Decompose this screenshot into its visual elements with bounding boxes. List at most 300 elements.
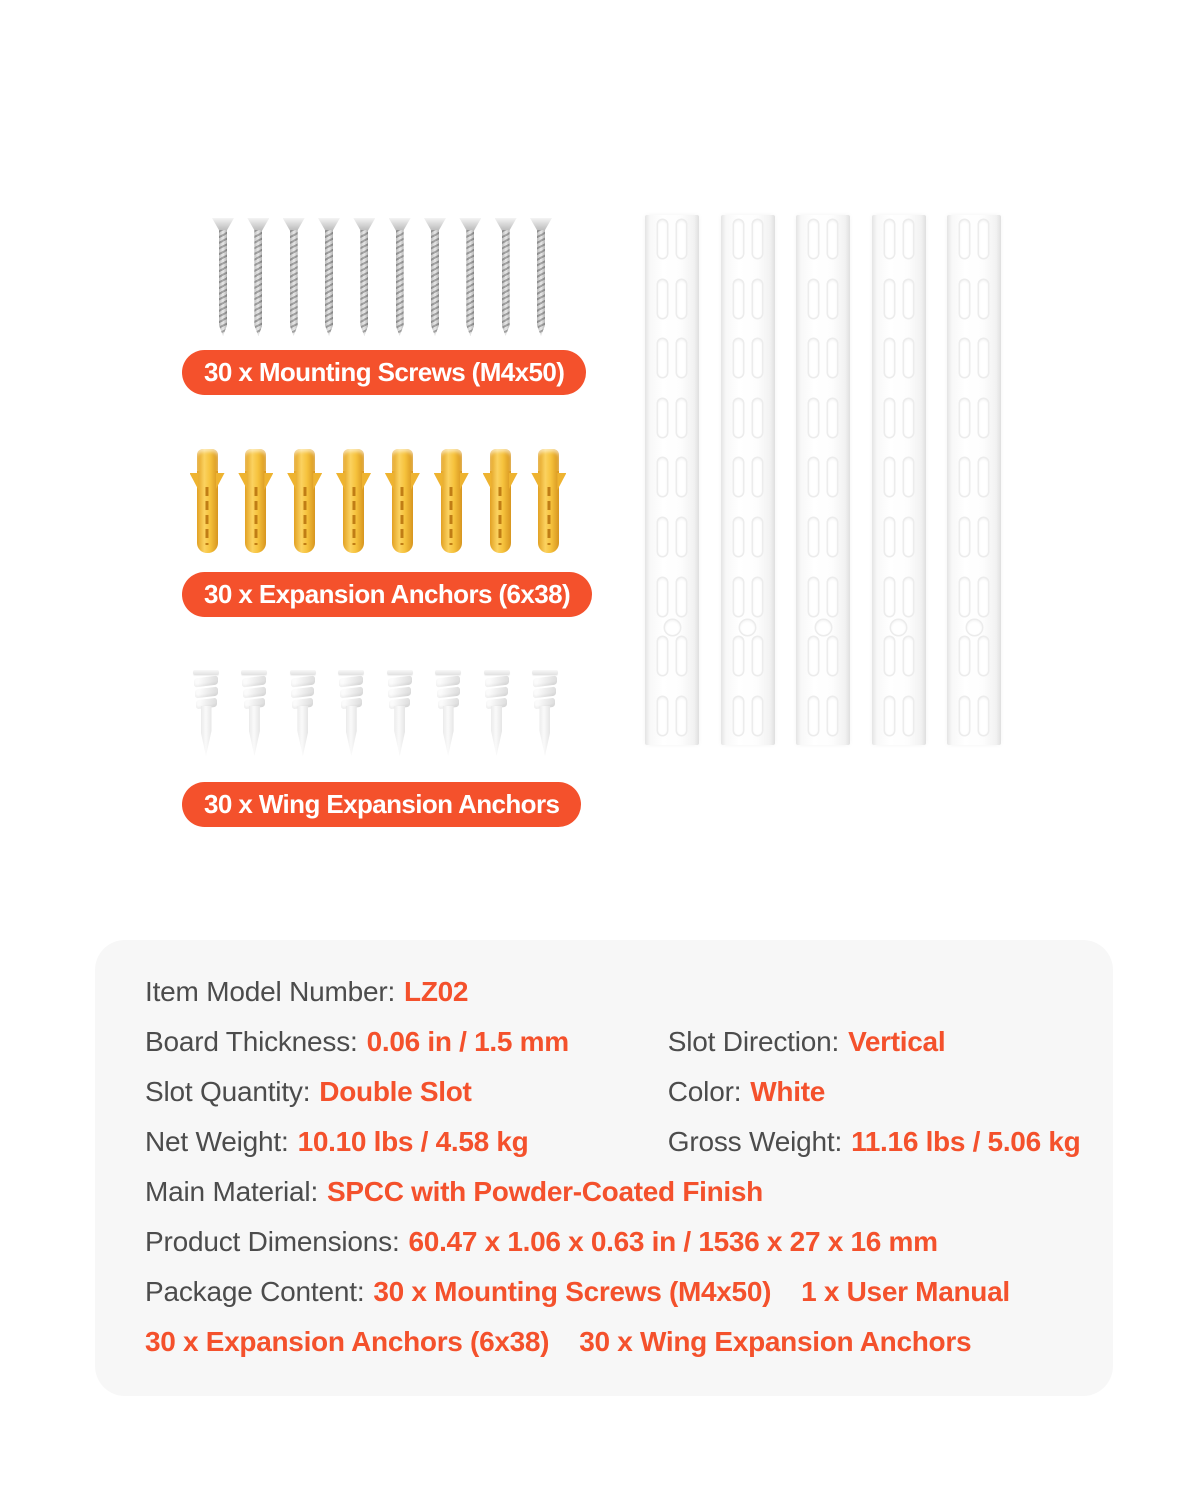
rail-slot-pair (796, 458, 850, 496)
rail-slot (753, 280, 762, 318)
spec-value-color: White (750, 1076, 825, 1107)
anchor-wing-left (336, 473, 345, 490)
rail-slot-pair (872, 518, 926, 556)
rail-slot-pair (721, 518, 775, 556)
rail-slot-pair (872, 697, 926, 735)
rail-slot (809, 220, 818, 258)
wing-anchors-label-badge (182, 782, 581, 827)
screw-shaft (431, 230, 439, 336)
wing-anchor-shaft (201, 706, 212, 756)
rail-slot-pair (645, 697, 699, 735)
wing-anchor-icon (337, 670, 365, 760)
rail-slot (885, 399, 894, 437)
mounting-screws-image (212, 218, 552, 338)
anchor-wing-right (216, 473, 225, 490)
rail-slot-pair (872, 339, 926, 377)
rail-slot-pair (796, 637, 850, 675)
anchor-slit (401, 487, 404, 545)
rail-slot (809, 637, 818, 675)
mounting-screw-icon (283, 218, 305, 338)
rail-slot (809, 458, 818, 496)
anchor-wing-left (531, 473, 540, 490)
rail-slot (677, 697, 686, 735)
screw-head (495, 218, 517, 231)
screw-head (283, 218, 305, 231)
slotted-wall-rail (721, 215, 775, 745)
wing-anchor-flange (484, 670, 510, 675)
rail-slot (904, 339, 913, 377)
wing-anchor-thread (388, 687, 411, 699)
anchor-wing-right (313, 473, 322, 490)
expansion-anchor-icon (192, 449, 222, 554)
rail-slot-pair (872, 637, 926, 675)
anchor-body (392, 471, 413, 553)
rail-slot-pair (947, 697, 1001, 735)
rail-slot (904, 280, 913, 318)
rail-slot-pair (721, 399, 775, 437)
rail-slot (677, 518, 686, 556)
expansion-anchor-icon (290, 449, 320, 554)
wing-anchor-flange (338, 670, 364, 675)
mounting-screw-icon (530, 218, 552, 338)
spec-cell-slot-direction (660, 1026, 945, 1057)
wing-anchor-thread (437, 687, 460, 699)
anchor-slit (499, 487, 502, 545)
wing-anchor-icon (192, 670, 220, 760)
rail-slot-pair (947, 578, 1001, 616)
anchor-wing-left (434, 473, 443, 490)
wing-anchor-thread (194, 676, 218, 688)
rail-screw-hole (665, 620, 680, 635)
anchor-collar (490, 449, 511, 472)
rail-slot (960, 220, 969, 258)
spec-value-package-screws: 30 x Mounting Screws (M4x50) (373, 1276, 772, 1307)
mounting-screw-icon (318, 218, 340, 338)
expansion-anchor-icon (339, 449, 369, 554)
spec-row-package-content (145, 1267, 1073, 1317)
rail-slot-pair (721, 280, 775, 318)
wing-anchor-thread (195, 687, 218, 699)
anchor-wing-left (190, 473, 199, 490)
rail-slot (658, 280, 667, 318)
rail-slot (809, 578, 818, 616)
spec-value-model: LZ02 (404, 976, 469, 1007)
spec-label-material: Main Material: (145, 1176, 319, 1207)
wing-anchor-thread (291, 687, 314, 699)
rail-slot-pair (872, 458, 926, 496)
rail-slot-pair (645, 578, 699, 616)
spec-label-board-thickness: Board Thickness: (145, 1026, 358, 1057)
rail-slot (734, 220, 743, 258)
rail-slot (885, 458, 894, 496)
wing-anchors-image (192, 670, 559, 760)
rail-slot (828, 220, 837, 258)
wing-anchor-shaft (491, 706, 502, 756)
rail-slot (677, 339, 686, 377)
anchor-collar (343, 449, 364, 472)
rail-slot-pair (796, 697, 850, 735)
spec-label-color: Color: (667, 1076, 742, 1107)
wing-anchor-flange (532, 670, 558, 675)
rail-slot-pair (796, 518, 850, 556)
rail-slot (658, 399, 667, 437)
rail-slot-pair (796, 220, 850, 258)
screw-shaft (537, 230, 545, 336)
rail-slot-pair (721, 697, 775, 735)
spec-value-package-manual: 1 x User Manual (801, 1276, 1010, 1307)
spec-label-dimensions: Product Dimensions: (145, 1226, 400, 1257)
wing-anchors-label: 30 x Wing Expansion Anchors (204, 789, 560, 819)
rail-slot (960, 458, 969, 496)
wing-anchor-thread (291, 676, 315, 688)
wing-anchor-shaft (443, 706, 454, 756)
spec-label-package-content: Package Content: (145, 1276, 365, 1307)
spec-value-board-thickness: 0.06 in / 1.5 mm (366, 1026, 569, 1057)
anchor-collar (197, 449, 218, 472)
anchor-slit (450, 487, 453, 545)
slotted-wall-rail (872, 215, 926, 745)
screw-head (212, 218, 234, 231)
rail-slot-pair (645, 458, 699, 496)
rail-slot (828, 280, 837, 318)
rail-slot-pair (947, 220, 1001, 258)
screw-head (318, 218, 340, 231)
wing-anchor-thread (388, 676, 412, 688)
spec-row-material (145, 1167, 1073, 1217)
rail-slot (885, 637, 894, 675)
wing-anchor-flange (193, 670, 219, 675)
rail-screw-hole (740, 620, 755, 635)
expansion-anchors-image (192, 449, 564, 555)
rail-slot-pair (645, 637, 699, 675)
anchor-wing-right (557, 473, 566, 490)
screw-shaft (219, 230, 227, 336)
spec-value-slot-quantity: Double Slot (319, 1076, 472, 1107)
rail-slot-pair (721, 220, 775, 258)
anchor-body (538, 471, 559, 553)
wing-anchor-thread (242, 676, 266, 688)
anchor-body (441, 471, 462, 553)
anchor-body (245, 471, 266, 553)
rail-slot-pair (645, 339, 699, 377)
product-spec-panel (95, 940, 1113, 1396)
screw-shaft (502, 230, 510, 336)
mounting-screw-icon (247, 218, 269, 338)
rail-slot (828, 399, 837, 437)
rail-slot (904, 578, 913, 616)
rail-slot (960, 578, 969, 616)
anchor-wing-right (411, 473, 420, 490)
spec-cell-color (660, 1076, 825, 1107)
rail-slot (885, 518, 894, 556)
rail-slot-pair (872, 280, 926, 318)
spec-cell-net-weight (145, 1117, 660, 1167)
anchor-slit (254, 487, 257, 545)
screw-head (353, 218, 375, 231)
rail-screw-hole (816, 620, 831, 635)
rail-slot-pair (645, 399, 699, 437)
rail-slot (979, 458, 988, 496)
rail-slot (753, 220, 762, 258)
anchor-wing-right (509, 473, 518, 490)
wing-anchor-shaft (394, 706, 405, 756)
rail-slot (753, 518, 762, 556)
rail-slot (828, 578, 837, 616)
rail-slot-pair (872, 399, 926, 437)
rail-slot-pair (947, 399, 1001, 437)
anchor-body (197, 471, 218, 553)
rail-slot (809, 697, 818, 735)
expansion-anchor-icon (436, 449, 466, 554)
rail-slot (960, 399, 969, 437)
wing-anchor-thread (485, 687, 508, 699)
anchor-collar (441, 449, 462, 472)
rail-slot-pair (721, 578, 775, 616)
anchor-body (294, 471, 315, 553)
wing-anchor-thread (243, 687, 266, 699)
rail-slot (677, 220, 686, 258)
screw-shaft (396, 230, 404, 336)
expansion-anchors-label: 30 x Expansion Anchors (6x38) (204, 579, 570, 609)
anchor-slit (547, 487, 550, 545)
slotted-wall-rail (645, 215, 699, 745)
rail-slot (809, 339, 818, 377)
rail-slot (734, 339, 743, 377)
mounting-screw-icon (353, 218, 375, 338)
wing-anchor-thread (340, 687, 363, 699)
spec-cell-gross-weight (660, 1126, 1080, 1157)
rail-slot (979, 280, 988, 318)
spec-row-package-content-line2 (145, 1317, 1073, 1367)
wing-anchor-icon (531, 670, 559, 760)
rail-slot (979, 339, 988, 377)
spec-label-net-weight: Net Weight: (145, 1126, 289, 1157)
spec-row-dimensions (145, 1217, 1073, 1267)
rail-slot (658, 578, 667, 616)
rail-slot (753, 578, 762, 616)
rail-slot (828, 518, 837, 556)
expansion-anchor-icon (241, 449, 271, 554)
wing-anchor-icon (386, 670, 414, 760)
rail-slot (979, 220, 988, 258)
wing-anchor-shaft (297, 706, 308, 756)
rail-slot (979, 399, 988, 437)
rail-slot-pair (947, 339, 1001, 377)
rail-slot (734, 578, 743, 616)
rail-slot (979, 697, 988, 735)
anchor-collar (392, 449, 413, 472)
rail-slot (753, 697, 762, 735)
rail-slot (734, 399, 743, 437)
wing-anchor-shaft (249, 706, 260, 756)
rail-slot (904, 220, 913, 258)
rail-screw-hole (967, 620, 982, 635)
anchor-body (343, 471, 364, 553)
mounting-screw-icon (459, 218, 481, 338)
screw-head (389, 218, 411, 231)
rail-slot (904, 637, 913, 675)
rail-slot (960, 697, 969, 735)
screw-head (424, 218, 446, 231)
wing-anchor-flange (435, 670, 461, 675)
wing-anchor-shaft (539, 706, 550, 756)
screw-head (530, 218, 552, 231)
rail-slot-pair (947, 518, 1001, 556)
rail-slot-pair (872, 220, 926, 258)
rail-slot (734, 697, 743, 735)
rail-slot (658, 220, 667, 258)
wing-anchor-thread (436, 676, 460, 688)
rail-slot-pair (796, 339, 850, 377)
spec-value-dimensions: 60.47 x 1.06 x 0.63 in / 1536 x 27 x 16 mm (408, 1226, 938, 1257)
slotted-wall-rail (947, 215, 1001, 745)
rail-slot (734, 280, 743, 318)
anchor-collar (294, 449, 315, 472)
wall-rails-image (645, 215, 1001, 745)
rail-slot (828, 458, 837, 496)
rail-slot (960, 518, 969, 556)
spec-label-slot-quantity: Slot Quantity: (145, 1076, 311, 1107)
anchor-wing-right (264, 473, 273, 490)
rail-slot (979, 518, 988, 556)
rail-slot (979, 578, 988, 616)
anchor-collar (538, 449, 559, 472)
rail-screw-hole (891, 620, 906, 635)
rail-slot-pair (796, 578, 850, 616)
wing-anchor-thread (339, 676, 363, 688)
rail-slot (960, 280, 969, 318)
screw-shaft (325, 230, 333, 336)
rail-slot (658, 518, 667, 556)
rail-slot-pair (947, 280, 1001, 318)
screw-head (459, 218, 481, 231)
rail-slot (828, 637, 837, 675)
rail-slot (658, 339, 667, 377)
rail-slot-pair (721, 458, 775, 496)
rail-slot (809, 280, 818, 318)
screw-shaft (254, 230, 262, 336)
mounting-screw-icon (424, 218, 446, 338)
rail-slot (753, 399, 762, 437)
spec-row-model (145, 967, 1073, 1017)
anchor-wing-left (385, 473, 394, 490)
rail-slot (734, 637, 743, 675)
rail-slot (904, 399, 913, 437)
rail-slot (753, 637, 762, 675)
anchor-wing-right (362, 473, 371, 490)
mounting-screw-icon (212, 218, 234, 338)
anchor-body (490, 471, 511, 553)
wing-anchor-thread (533, 687, 556, 699)
expansion-anchors-label-badge (182, 572, 592, 617)
rail-slot-pair (872, 578, 926, 616)
rail-slot-pair (796, 280, 850, 318)
spec-value-net-weight: 10.10 lbs / 4.58 kg (297, 1126, 529, 1157)
screw-shaft (360, 230, 368, 336)
rail-slot (828, 697, 837, 735)
anchor-wing-right (460, 473, 469, 490)
rail-slot (753, 339, 762, 377)
wing-anchor-thread (485, 676, 509, 688)
rail-slot (658, 637, 667, 675)
wing-anchor-thread (533, 676, 557, 688)
rail-slot (734, 518, 743, 556)
rail-slot (753, 458, 762, 496)
rail-slot (885, 280, 894, 318)
rail-slot (658, 458, 667, 496)
anchor-wing-left (483, 473, 492, 490)
wing-anchor-icon (240, 670, 268, 760)
anchor-slit (303, 487, 306, 545)
wing-anchor-flange (290, 670, 316, 675)
anchor-wing-left (287, 473, 296, 490)
rail-slot (904, 697, 913, 735)
screw-head (247, 218, 269, 231)
rail-slot-pair (947, 637, 1001, 675)
spec-label-model: Item Model Number: (145, 976, 396, 1007)
spec-row-thickness-direction (145, 1017, 1073, 1067)
mounting-screw-icon (389, 218, 411, 338)
wing-anchor-icon (289, 670, 317, 760)
expansion-anchor-icon (485, 449, 515, 554)
rail-slot (677, 458, 686, 496)
rail-slot-pair (645, 220, 699, 258)
spec-value-slot-direction: Vertical (848, 1026, 946, 1057)
rail-slot (677, 280, 686, 318)
rail-slot-pair (721, 637, 775, 675)
anchor-collar (245, 449, 266, 472)
rail-slot (734, 458, 743, 496)
rail-slot (960, 637, 969, 675)
anchor-wing-left (238, 473, 247, 490)
rail-slot-pair (721, 339, 775, 377)
rail-slot (960, 339, 969, 377)
spec-value-package-anchors: 30 x Expansion Anchors (6x38) (145, 1326, 550, 1357)
rail-slot (809, 399, 818, 437)
rail-slot (885, 220, 894, 258)
rail-slot (809, 518, 818, 556)
wing-anchor-icon (483, 670, 511, 760)
rail-slot (677, 399, 686, 437)
spec-value-material: SPCC with Powder-Coated Finish (327, 1176, 763, 1207)
wing-anchor-icon (434, 670, 462, 760)
screw-shaft (290, 230, 298, 336)
rail-slot (885, 339, 894, 377)
rail-slot (677, 637, 686, 675)
spec-label-slot-direction: Slot Direction: (667, 1026, 840, 1057)
rail-slot (828, 339, 837, 377)
wing-anchor-shaft (346, 706, 357, 756)
screw-shaft (466, 230, 474, 336)
screws-label-badge (182, 350, 586, 395)
rail-slot (658, 697, 667, 735)
anchor-slit (352, 487, 355, 545)
anchor-slit (206, 487, 209, 545)
rail-slot (677, 578, 686, 616)
spec-row-weights (145, 1117, 1081, 1167)
expansion-anchor-icon (534, 449, 564, 554)
rail-slot-pair (645, 518, 699, 556)
rail-slot-pair (645, 280, 699, 318)
rail-slot (904, 458, 913, 496)
spec-value-package-wing-anchors: 30 x Wing Expansion Anchors (579, 1326, 972, 1357)
rail-slot (885, 697, 894, 735)
spec-row-quantity-color (145, 1067, 1073, 1117)
wing-anchor-flange (387, 670, 413, 675)
spec-cell-board-thickness (145, 1017, 660, 1067)
spec-cell-slot-quantity (145, 1067, 660, 1117)
rail-slot (904, 518, 913, 556)
